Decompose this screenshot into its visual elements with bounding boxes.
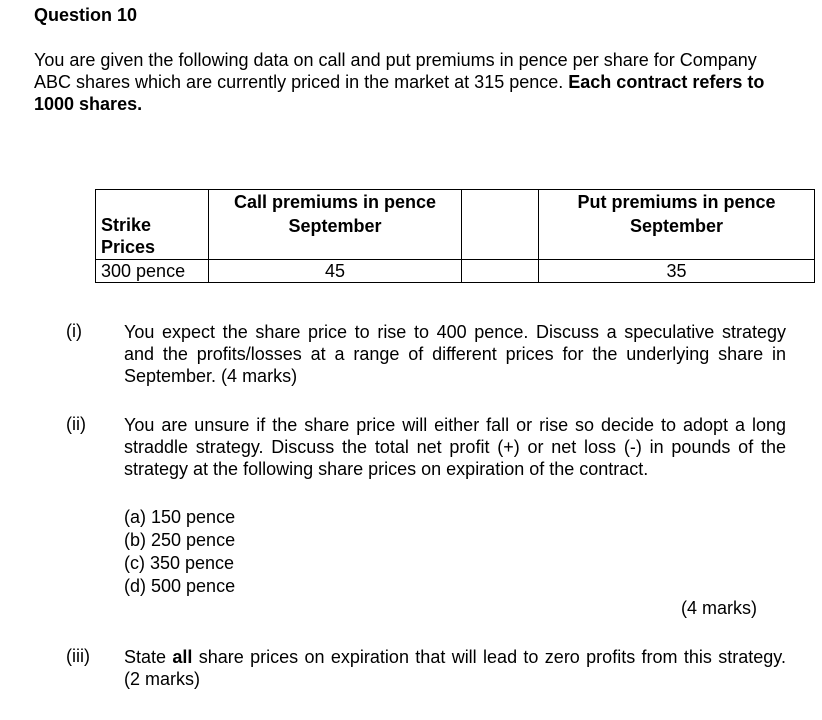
option-a: (a) 150 pence [124, 507, 236, 527]
option-c: (c) 350 pence [124, 553, 235, 573]
question-ii-options [124, 506, 235, 598]
question-ii-number: (ii) [66, 414, 86, 434]
q3-text-after: share prices on expiration that will lead to zero profits from this strategy. (2 marks) [124, 647, 786, 689]
question-iii-text [124, 646, 786, 690]
blank-column-header [462, 190, 539, 260]
call-header-line1: Call premiums in pence [233, 192, 437, 212]
put-header-line1: Put premiums in pence [577, 192, 776, 212]
put-premium-cell: 35 [539, 260, 815, 283]
question-title: Question 10 [34, 5, 138, 25]
put-premiums-header [539, 190, 815, 260]
table-header-row [96, 190, 815, 260]
intro-bold-text: Each contract refers to 1000 shares. [34, 72, 765, 114]
blank-cell [462, 260, 539, 283]
put-header-line2: September [629, 216, 724, 236]
question-i-number: (i) [66, 321, 82, 341]
strike-prices-header: Strike Prices [96, 190, 209, 260]
q3-text-bold: all [172, 647, 193, 667]
question-iii-number: (iii) [66, 646, 90, 666]
question-intro [34, 49, 774, 115]
strike-price-cell: 300 pence [96, 260, 209, 283]
question-ii-text: You are unsure if the share price will either fall or rise so decide to adopt a long straddle strategy. Discuss the total net profit (+) or net loss (-) in pounds of the strategy at the following share prices on expiration of the contract. [124, 415, 786, 479]
call-premiums-header [209, 190, 462, 260]
question-ii-marks: (4 marks) [681, 598, 757, 618]
intro-text: You are given the following data on call and put premiums in pence per share for Company ABC shares which are currently priced in the market at 315 pence. [34, 50, 757, 92]
q3-text-before: State [124, 647, 167, 667]
premiums-table [95, 189, 815, 283]
table-row [96, 260, 815, 283]
option-b: (b) 250 pence [124, 530, 236, 550]
call-premium-cell: 45 [209, 260, 462, 283]
option-d: (d) 500 pence [124, 576, 236, 596]
call-header-line2: September [288, 216, 382, 236]
question-i-text: You expect the share price to rise to 400 pence. Discuss a speculative strategy and the profits/losses at a range of different prices for the underlying share in September. (4 marks) [124, 322, 786, 386]
